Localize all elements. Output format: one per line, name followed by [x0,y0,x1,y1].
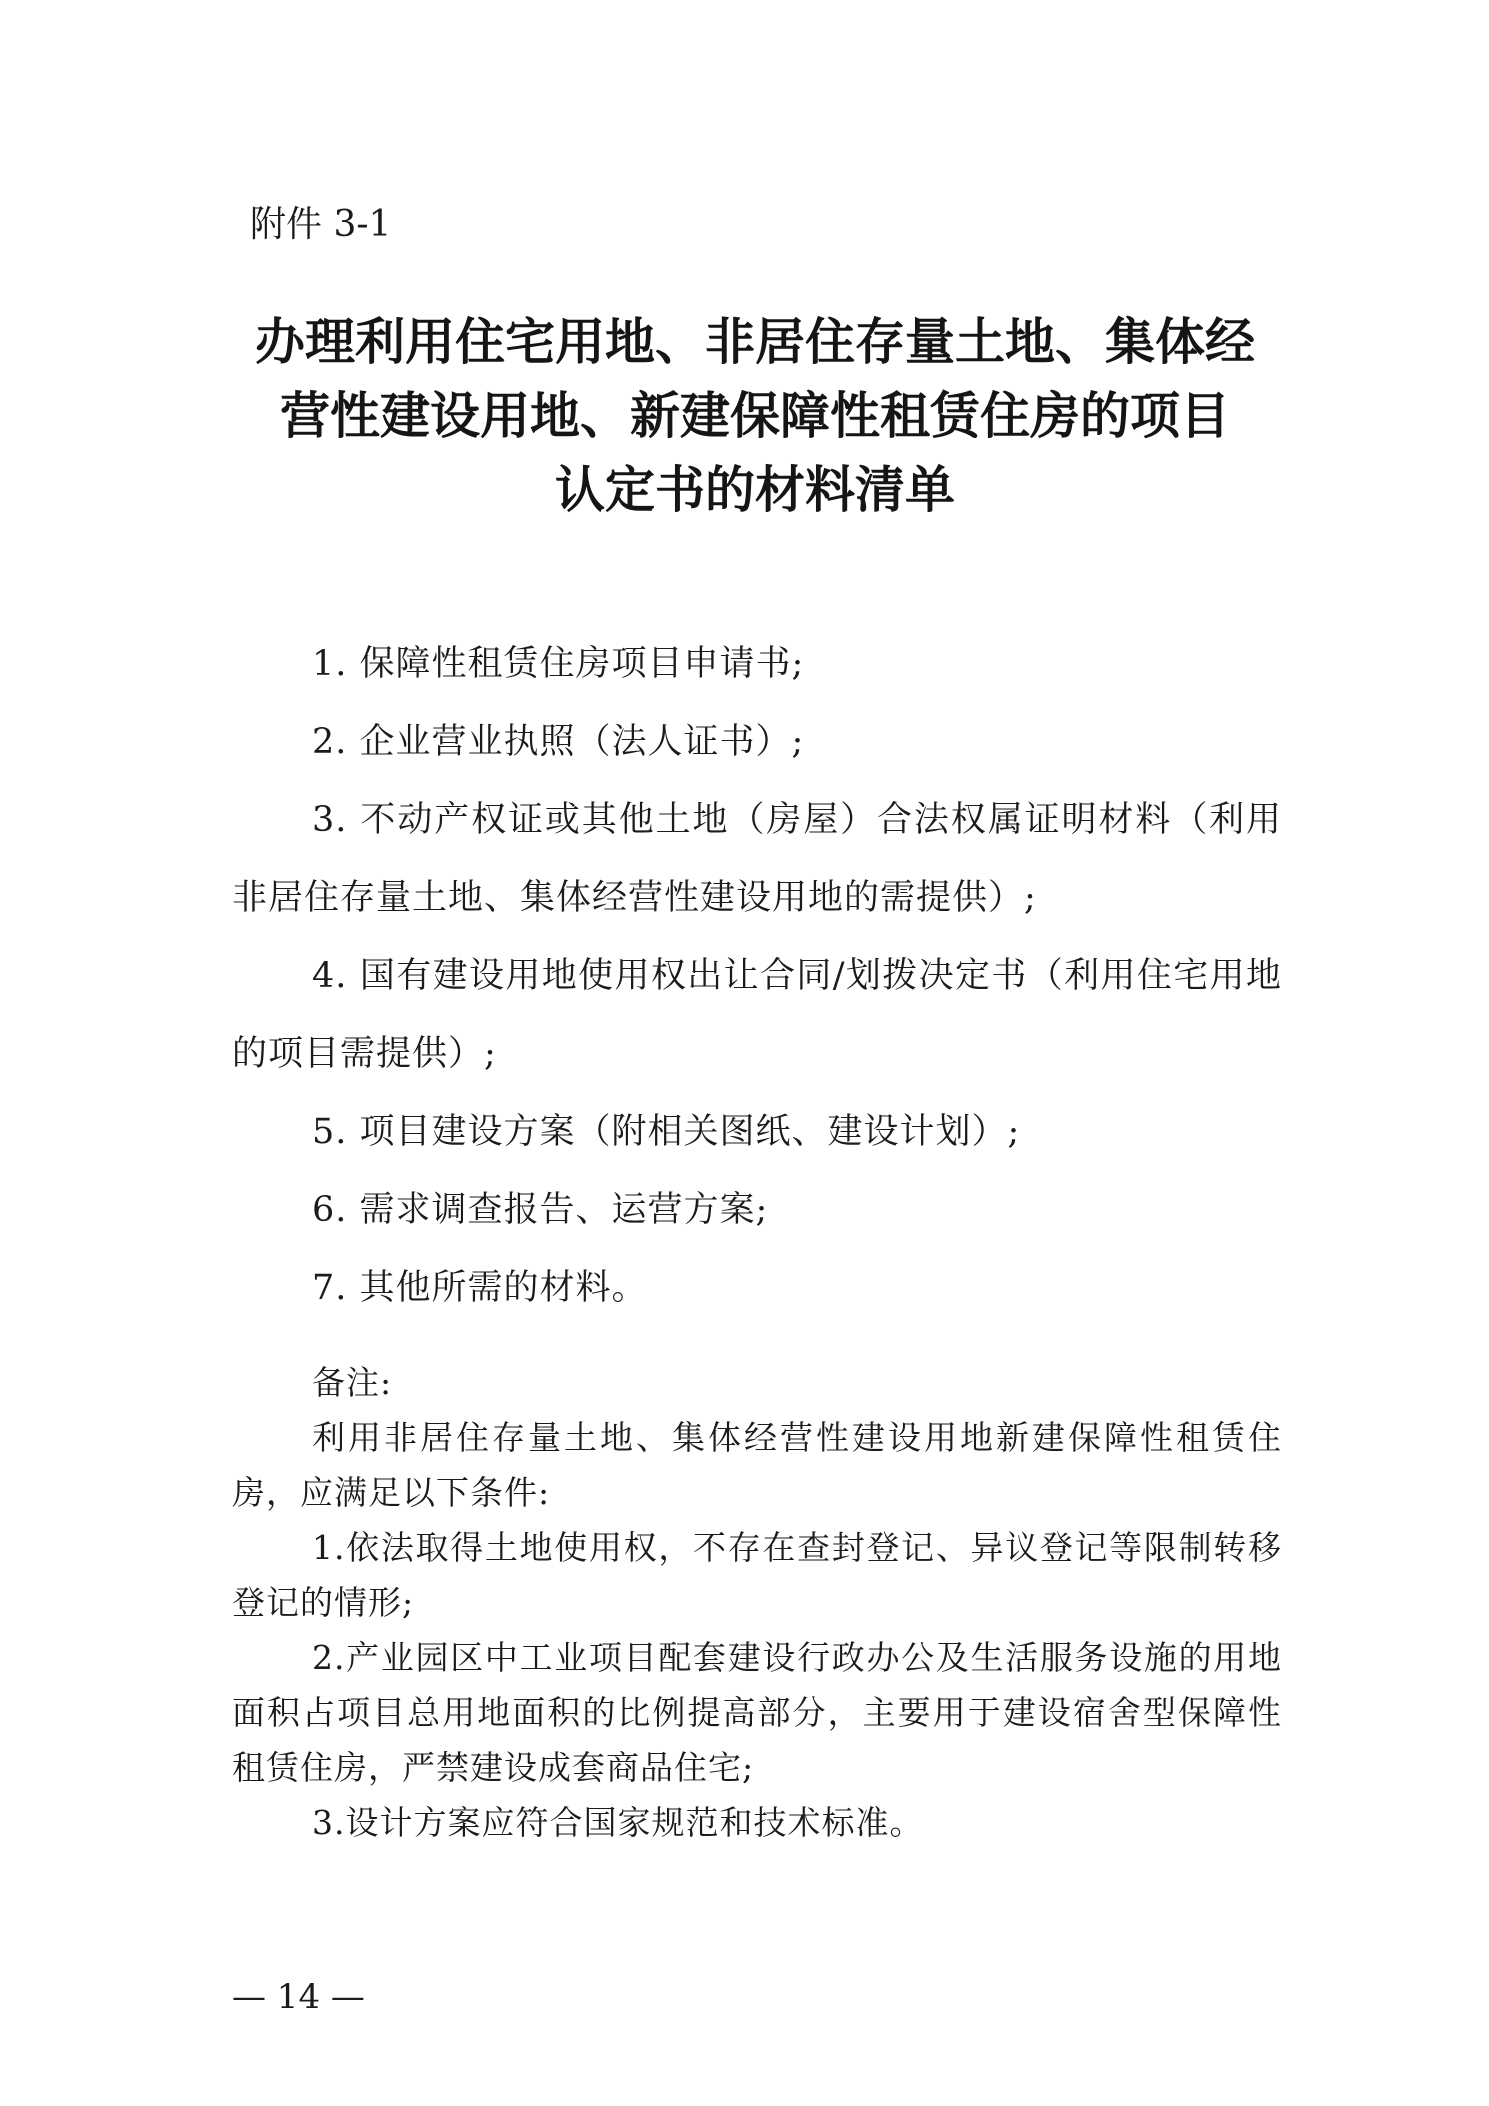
notes-condition: 3.设计方案应符合国家规范和技术标准。 [312,1803,924,1842]
title-line: 办理利用住宅用地、非居住存量土地、集体经 [255,313,1255,371]
document-title [225,305,1285,527]
notes-heading: 备注: [312,1363,393,1402]
material-item: 7. 其他所需的材料。 [312,1268,648,1308]
title-line: 营性建设用地、新建保障性租赁住房的项目 [280,387,1230,445]
page-number: — 14 — [232,1977,365,2017]
material-item: 5. 项目建设方案（附相关图纸、建设计划）; [312,1112,1021,1152]
notes-intro: 利用非居住存量土地、集体经营性建设用地新建保障性租赁住房，应满足以下条件: [232,1418,1282,1512]
material-item: 1. 保障性租赁住房项目申请书; [312,644,805,684]
material-item: 3. 不动产权证或其他土地（房屋）合法权属证明材料（利用非居住存量土地、集体经营性建设用地的需提供）; [232,800,1282,918]
material-item: 2. 企业营业执照（法人证书）; [312,722,805,762]
notes-condition: 2.产业园区中工业项目配套建设行政办公及生活服务设施的用地面积占项目总用地面积的比例提高部分，主要用于建设宿舍型保障性租赁住房，严禁建设成套商品住宅; [232,1638,1282,1787]
materials-list [232,625,1282,1327]
notes-condition: 1.依法取得土地使用权，不存在查封登记、异议登记等限制转移登记的情形; [232,1528,1282,1622]
title-line: 认定书的材料清单 [555,461,955,519]
notes-section [232,1355,1282,1850]
attachment-label: 附件 3-1 [250,204,392,245]
material-item: 6. 需求调查报告、运营方案; [312,1190,769,1230]
material-item: 4. 国有建设用地使用权出让合同/划拨决定书（利用住宅用地的项目需提供）; [232,956,1282,1074]
